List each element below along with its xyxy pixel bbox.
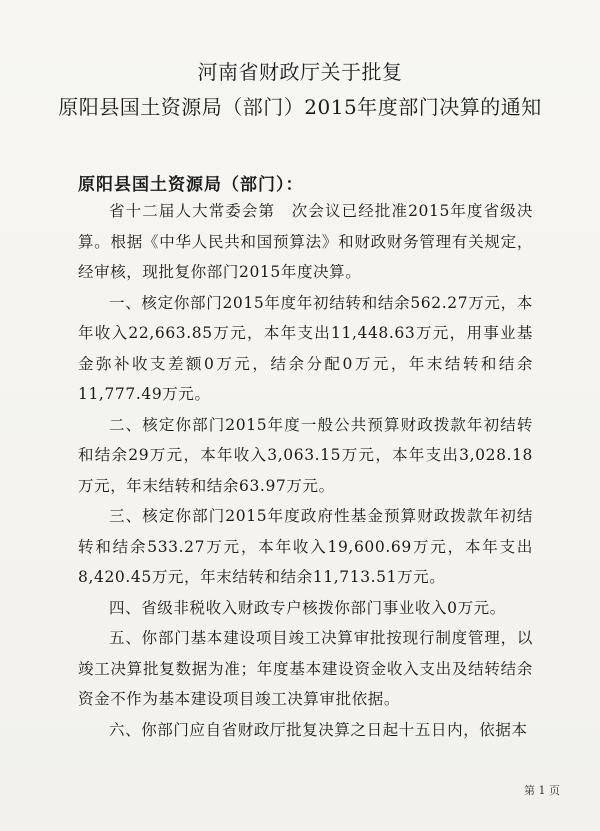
- paragraph-item-2: 二、核定你部门2015年度一般公共预算财政拨款年初结转和结余29万元，本年收入3,063.15万元，本年支出3,028.18万元，年末结转和结余63.97万元。: [78, 415, 533, 495]
- paragraph-intro: 省十二届人大常委会第 次会议已经批准2015年度省级决算。根据《中华人民共和国预算法》和财政财务管理有关规定，经审核，现批复你部门2015年度决算。: [78, 202, 533, 281]
- title-line-1: 河南省财政厅关于批复: [197, 60, 403, 84]
- paragraph-item-1: 一、核定你部门2015年度年初结转和结余562.27万元，本年收入22,663.85万元，本年支出11,448.63万元，用事业基金弥补收支差额0万元，结余分配0万元，年末结转和结余11,777.49万元。: [78, 293, 533, 403]
- title-line-2: 原阳县国土资源局（部门）2015年度部门决算的通知: [58, 95, 542, 119]
- paragraph-item-4: 四、省级非税收入财政专户核拨你部门事业收入0万元。: [109, 598, 506, 617]
- paragraph-item-3: 三、核定你部门2015年度政府性基金预算财政拨款年初结转和结余533.27万元，本年收入19,600.69万元，本年支出8,420.45万元，年末结转和结余11,713.51万元。: [78, 507, 533, 586]
- salutation: 原阳县国土资源局（部门）：: [78, 175, 304, 195]
- document-body: [78, 196, 533, 745]
- paragraph-item-5: 五、你部门基本建设项目竣工决算审批按现行制度管理，以竣工决算批复数据为准；年度基本建设资金收入支出及结转结余资金不作为基本建设项目竣工决算审批依据。: [78, 629, 533, 708]
- page-number: 第 1 页: [524, 784, 560, 797]
- paragraph-item-6: 六、你部门应自省财政厅批复决算之日起十五日内，依据本: [109, 720, 528, 739]
